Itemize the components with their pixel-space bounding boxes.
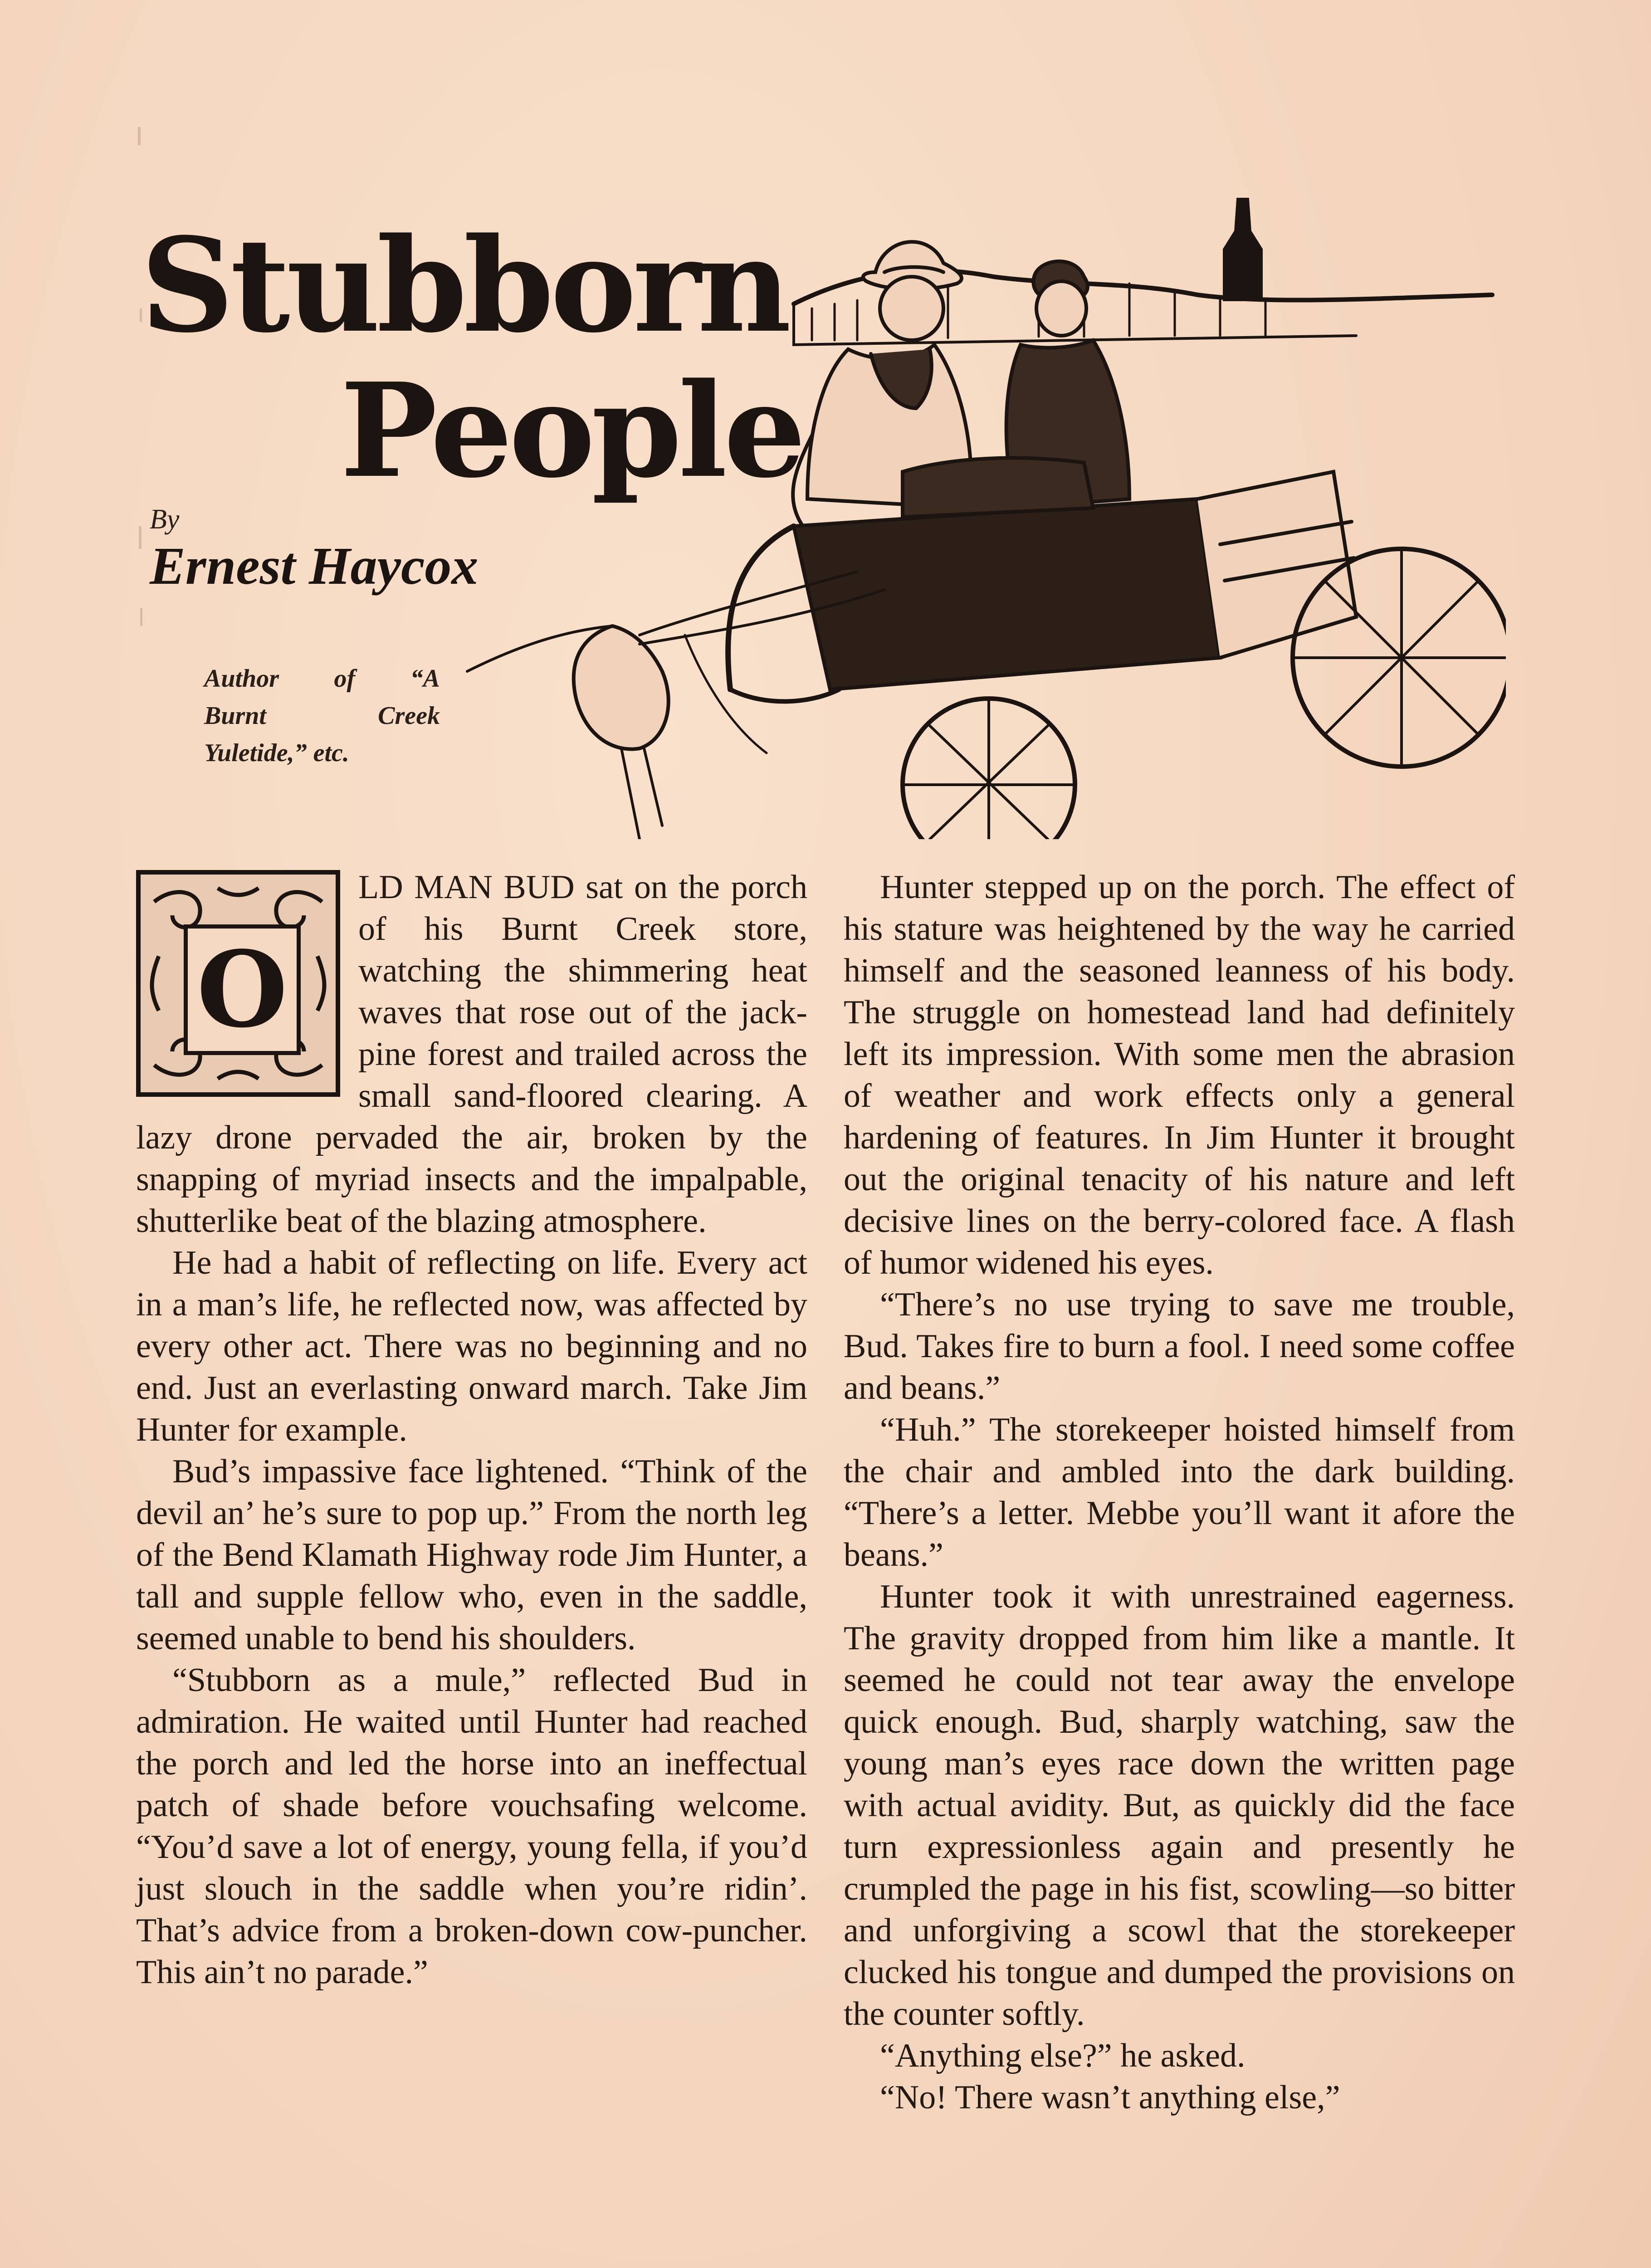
title-line-2: People <box>340 355 802 507</box>
paragraph: “No! There wasn’t anything else,” <box>880 2079 1340 2116</box>
drop-cap <box>136 870 340 1097</box>
paragraph: LD MAN BUD sat on the porch of his Burnt Creek store, watching the shimmering heat waves that rose out of the jack-pine forest and trailed across the small sand-floored clearing. A lazy drone pervaded the air, broken by the snapping of myriad insects and the impalpable, shutterlike beat of the blazing atmosphere. <box>136 869 807 1240</box>
left-column <box>136 866 807 1993</box>
paragraph: Bud’s impassive face lightened. “Think of the devil an’ he’s sure to pop up.” From the north leg of the Bend Klamath Highway rode Jim Hunter, a tall and supple fellow who, even in the saddle, seemed unable to bend his shoulders. <box>136 1453 807 1657</box>
paragraph: “There’s no use trying to save me trouble, Bud. Takes fire to burn a fool. I need some coffee and beans.” <box>844 1286 1515 1407</box>
buggy-illustration <box>449 181 1506 839</box>
paragraph: He had a habit of reflecting on life. Every act in a man’s life, he reflected now, was affected by every other act. There was no beginning and no end. Just an everlasting onward march. Take Jim Hunter for example. <box>136 1244 807 1448</box>
author-credit-line: Yuletide,” etc. <box>204 739 349 767</box>
author-name: Ernest Haycox <box>150 536 479 596</box>
byline: By <box>150 504 180 535</box>
author-credit-line: Burnt Creek <box>204 702 440 730</box>
author-credit <box>204 660 440 772</box>
paragraph: “Anything else?” he asked. <box>880 2037 1246 2074</box>
drop-cap-letter: O <box>184 924 301 1055</box>
title-line-1: Stubborn <box>141 210 788 362</box>
paragraph: Hunter took it with unrestrained eagerness. The gravity dropped from him like a mantle. It seemed he could not tear away the envelope quick enough. Bud, sharply watching, saw the young man’s eyes race down the written page with actual avidity. But, as quickly did the face turn expressionless again and presently he crumpled the page in his fist, scowling—so bitter and unforgiving a scowl that the storekeeper clucked his tongue and dumped the provisions on the counter softly. <box>844 1578 1515 2033</box>
paragraph: “Huh.” The storekeeper hoisted himself from the chair and ambled into the dark building. “There’s a letter. Mebbe you’ll want it afore the beans.” <box>844 1411 1515 1574</box>
paragraph: “Stubborn as a mule,” reflected Bud in admiration. He waited until Hunter had reached the porch and led the horse into an ineffectual patch of shade before vouchsafing welcome. “You’d save a lot of energy, young fella, if you’d just slouch in the saddle when you’re ridin’. That’s advice from a broken-down cow-puncher. This ain’t no parade.” <box>136 1662 807 1991</box>
paragraph: Hunter stepped up on the porch. The effect of his stature was heightened by the way he carried himself and the seasoned leanness of his body. The struggle on homestead land had definitely left its impression. With some men the abrasion of weather and work effects only a general hardening of features. In Jim Hunter it brought out the original tenacity of his nature and left decisive lines on the berry-colored face. A flash of humor widened his eyes. <box>844 869 1515 1281</box>
right-column <box>844 866 1515 2118</box>
author-credit-line: Author of “A <box>204 665 440 693</box>
